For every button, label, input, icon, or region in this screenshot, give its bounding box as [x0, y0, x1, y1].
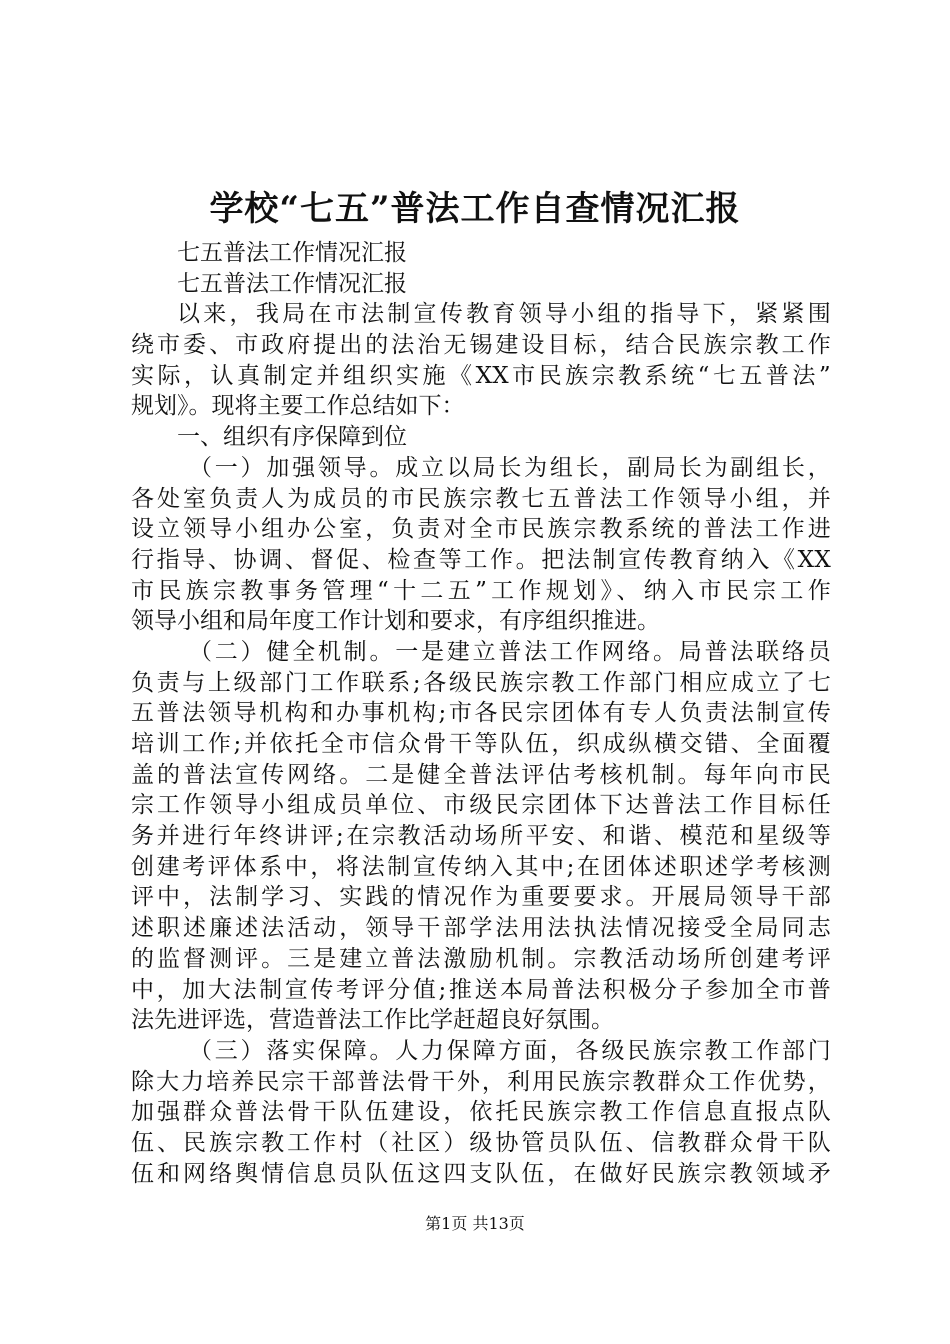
paragraph-line: 创建考评体系中，将法制宣传纳入其中;在团体述职述学考核测	[131, 853, 831, 880]
paragraph-line: 加强群众普法骨干队伍建设，依托民族宗教工作信息直报点队	[131, 1099, 831, 1126]
paragraph-line: 行指导、协调、督促、检查等工作。把法制宣传教育纳入《XX	[131, 546, 831, 573]
paragraph-line: 述职述廉述法活动，领导干部学法用法执法情况接受全局同志	[131, 915, 831, 942]
paragraph-line: 五普法领导机构和办事机构;市各民宗团体有专人负责法制宣传	[131, 700, 831, 727]
subtitle-line: 七五普法工作情况汇报	[177, 270, 407, 297]
page-footer: 第1页 共13页	[425, 1214, 525, 1233]
paragraph-line: 的监督测评。三是建立普法激励机制。宗教活动场所创建考评	[131, 945, 831, 972]
paragraph-line: （一）加强领导。成立以局长为组长，副局长为副组长，	[189, 454, 831, 481]
paragraph-line: 各处室负责人为成员的市民族宗教七五普法工作领导小组，并	[131, 485, 831, 512]
paragraph-line: 以来，我局在市法制宣传教育领导小组的指导下，紧紧围	[177, 301, 831, 328]
document-body	[131, 238, 831, 1189]
paragraph-line: 务并进行年终讲评;在宗教活动场所平安、和谐、模范和星级等	[131, 823, 831, 850]
paragraph-line: 中，加大法制宣传考评分值;推送本局普法积极分子参加全市普	[131, 976, 831, 1003]
paragraph-line: 培训工作;并依托全市信众骨干等队伍，织成纵横交错、全面覆	[131, 731, 831, 757]
subtitle-line: 七五普法工作情况汇报	[177, 240, 407, 266]
paragraph-line: 盖的普法宣传网络。二是健全普法评估考核机制。每年向市民	[131, 761, 831, 788]
paragraph-line: 领导小组和局年度工作计划和要求，有序组织推进。	[131, 608, 660, 635]
document-title: 学校“七五”普法工作自查情况汇报	[209, 189, 741, 229]
paragraph-line: （二）健全机制。一是建立普法工作网络。局普法联络员	[189, 638, 831, 665]
paragraph-line: 市民族宗教事务管理“十二五”工作规划》、纳入市民宗工作	[131, 577, 831, 604]
paragraph-line: 绕市委、市政府提出的法治无锡建设目标，结合民族宗教工作	[131, 332, 831, 359]
paragraph-line: 评中，法制学习、实践的情况作为重要要求。开展局领导干部	[131, 884, 831, 911]
paragraph-line: 实际，认真制定并组织实施《XX市民族宗教系统“七五普法”	[131, 362, 831, 389]
paragraph-line: （三）落实保障。人力保障方面，各级民族宗教工作部门	[189, 1037, 831, 1064]
paragraph-line: 除大力培养民宗干部普法骨干外，利用民族宗教群众工作优势，	[131, 1068, 831, 1095]
paragraph-line: 负责与上级部门工作联系;各级民族宗教工作部门相应成立了七	[131, 669, 831, 696]
section-heading: 一、组织有序保障到位	[177, 424, 407, 451]
paragraph-line: 伍和网络舆情信息员队伍这四支队伍，在做好民族宗教领域矛	[131, 1160, 831, 1187]
paragraph-line: 设立领导小组办公室，负责对全市民族宗教系统的普法工作进	[131, 516, 831, 543]
paragraph-line: 宗工作领导小组成员单位、市级民宗团体下达普法工作目标任	[131, 792, 831, 819]
paragraph-line: 伍、民族宗教工作村（社区）级协管员队伍、信教群众骨干队	[131, 1129, 831, 1156]
paragraph-line: 规划》。现将主要工作总结如下：	[131, 393, 465, 420]
paragraph-line: 法先进评选，营造普法工作比学赶超良好氛围。	[131, 1007, 614, 1034]
